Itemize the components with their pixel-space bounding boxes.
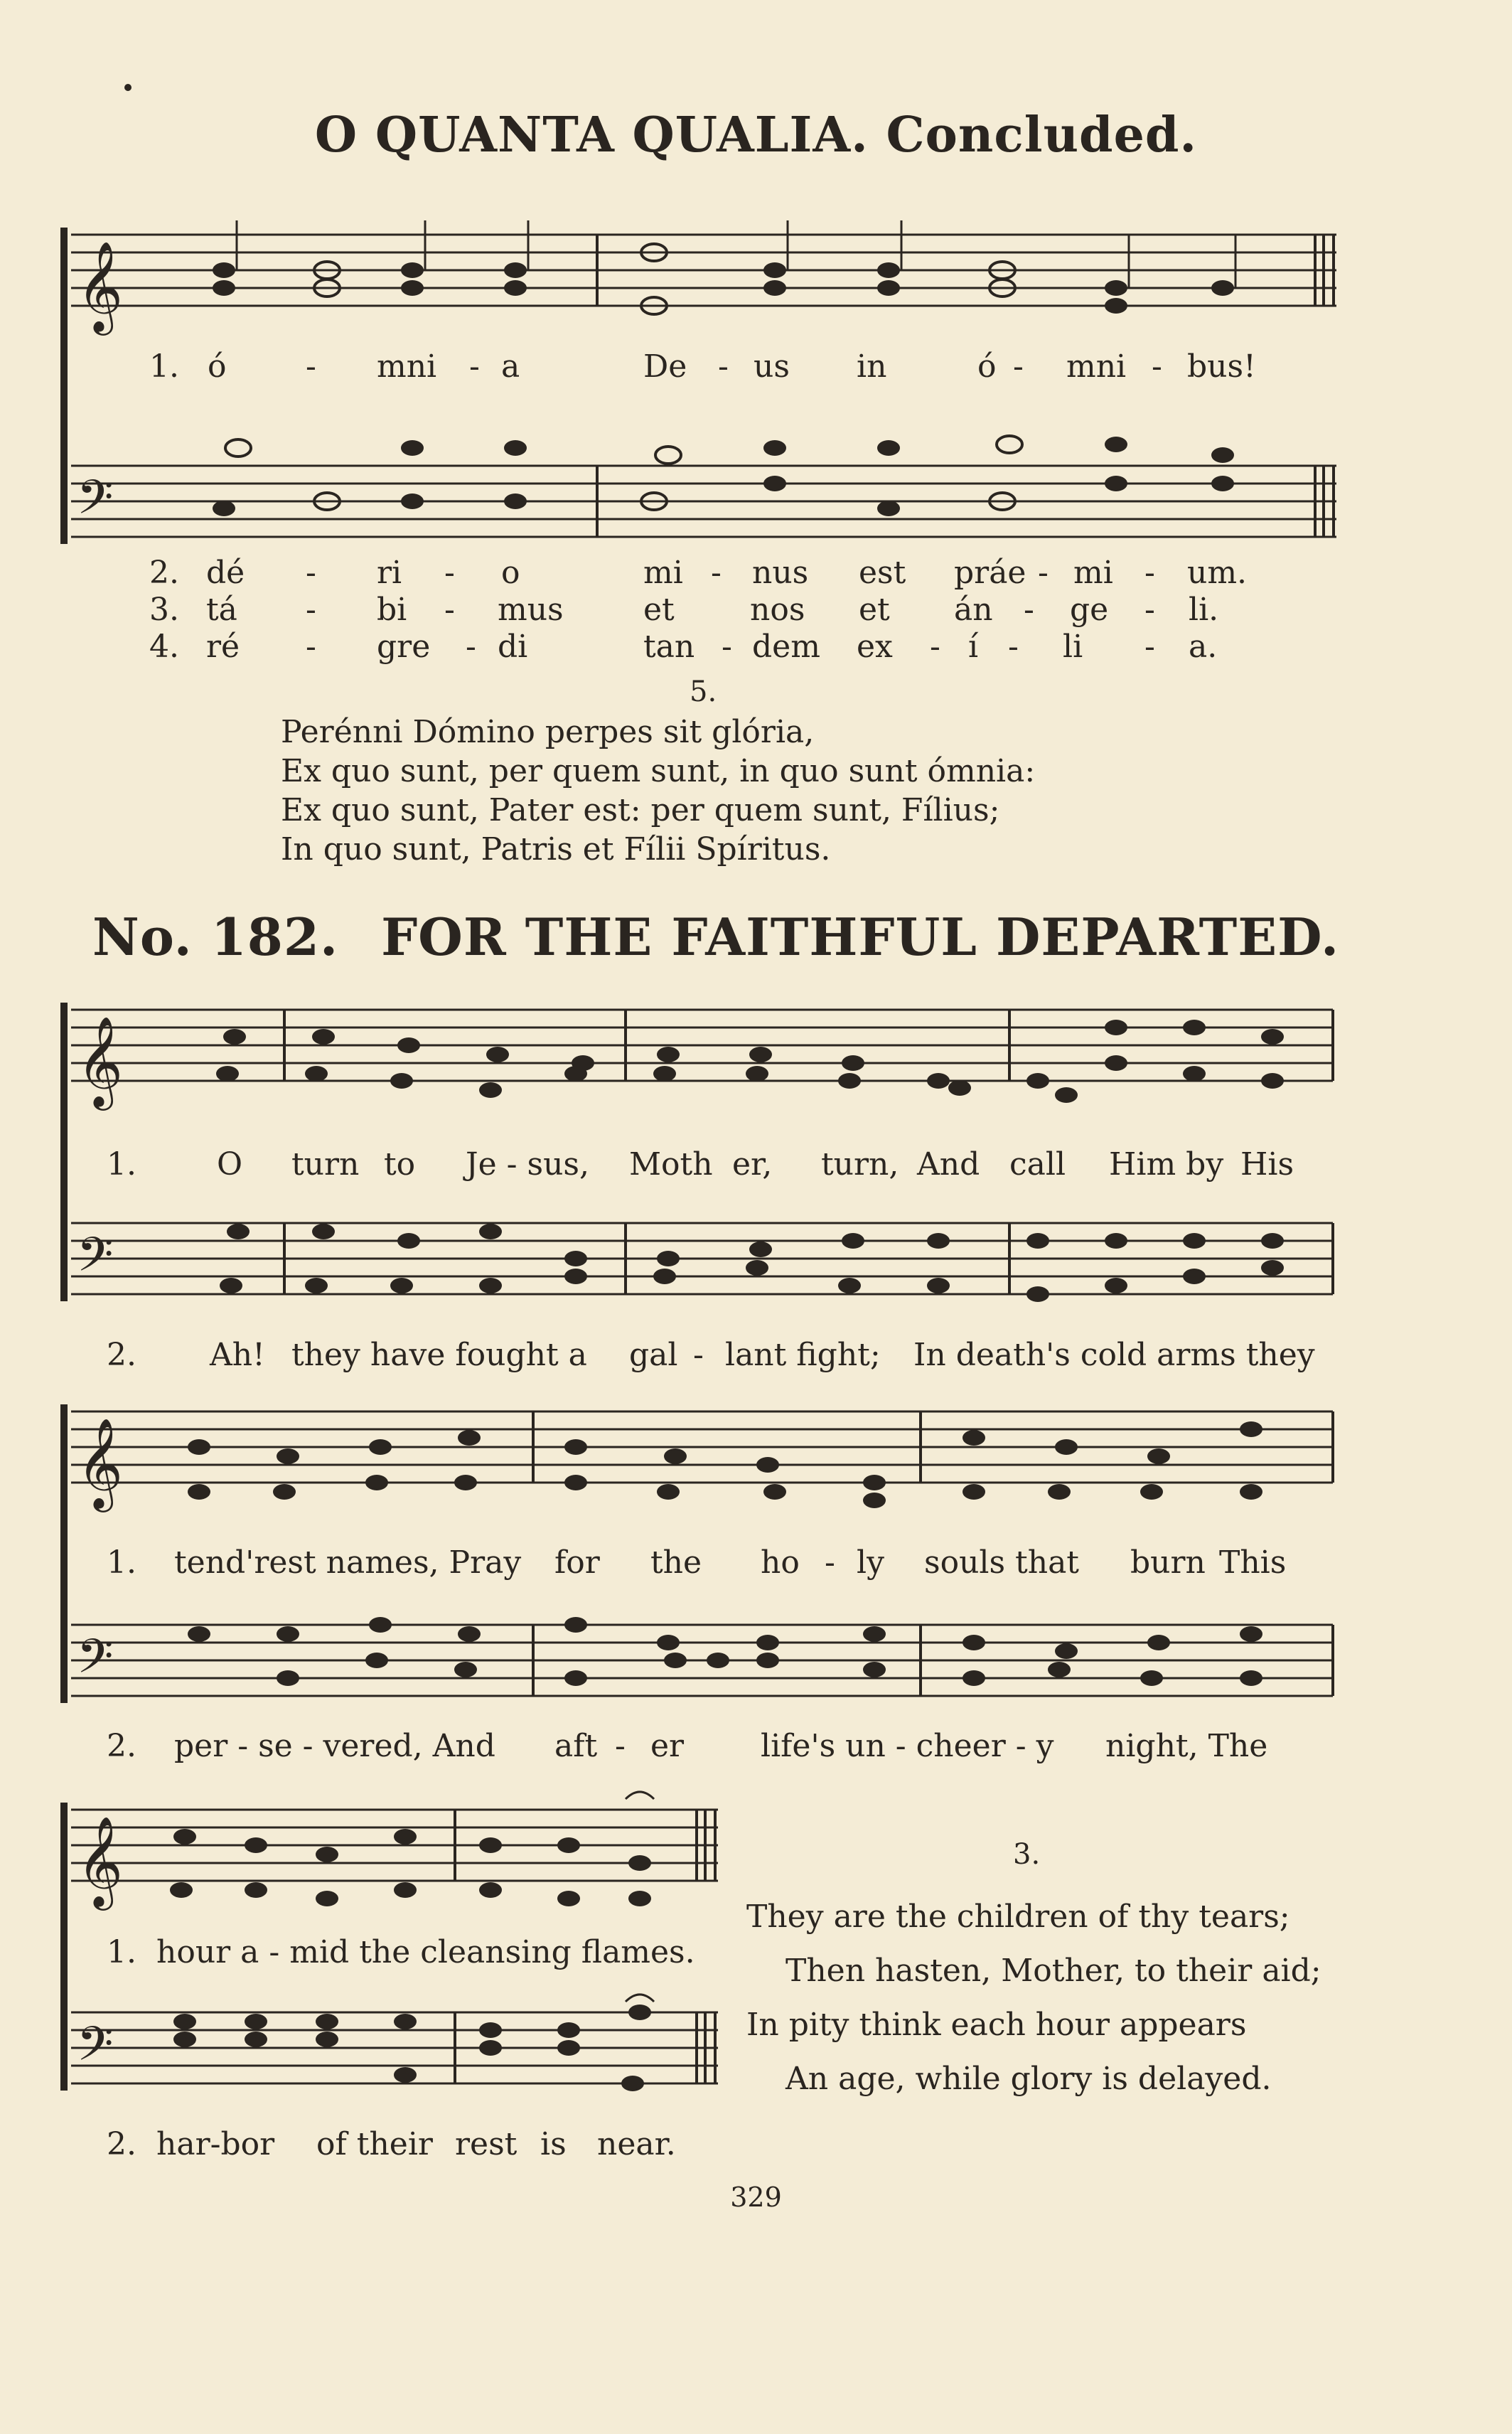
hymn-number: No. 182. [92, 907, 339, 967]
hymn2-system3-treble [71, 1810, 718, 1881]
hymn2-system1-treble [71, 1010, 1333, 1081]
hymn1-bass-staff [71, 466, 1336, 537]
hymn1-stanza5-number: 5. [690, 676, 717, 708]
svg-text:𝄢: 𝄢 [77, 470, 114, 536]
hymnal-page: O QUANTA QUALIA. Concluded. 𝄞 𝄢 𝄞 𝄢 𝄞 𝄢 𝄞 𝄢 1. ó - mni - a De - us in ó - mni - bus! 2. dé - ri - o mi - nus est práe - mi - um. 3. tá - bi - mus et nos et án - ge - li. 4. ré - gre - di tan - dem ex - í - li - a. 5. Perénni Dómino perpes sit glória, Ex quo sunt, per quem sunt, in quo sunt ómnia: Ex quo sunt, Pater est: per quem sunt, Fílius; In quo sunt, Patris et Fílii Spíritus. No. 182. FOR THE FAITHFUL DEPARTED. 1. O turn to Je - sus, Moth er, turn, And call Him by His 2. Ah! they have fought a gal - lant fight; In death's cold arms they 1. tend'rest names, Pray for the ho - ly souls that burn This 2. per - se - vered, And aft - er life's un - cheer - y night, The 1. hour a - mid the cleansing flames. 2. har-bor of their rest is near. 3. They are the children of thy tears; Then hasten, Mother, to their aid; In pity think each hour appears An age, while glory is delayed. 329 [0, 0, 1512, 2434]
svg-text:𝄞: 𝄞 [77, 1015, 124, 1106]
hymn2-system1-bass [71, 1223, 1333, 1294]
svg-text:𝄢: 𝄢 [77, 1227, 114, 1293]
hymn2-system2-treble [71, 1411, 1333, 1483]
hymn2-stanza3: They are the children of thy tears; Then hasten, Mother, to their aid; In pity think each hour appears An age, while glory is delayed. [746, 1899, 1321, 2097]
hymn1-treble-staff [71, 235, 1336, 306]
svg-text:𝄢: 𝄢 [77, 1629, 114, 1695]
hymn2-stanza3-number: 3. [1013, 1838, 1041, 1871]
svg-text:𝄞: 𝄞 [77, 1815, 124, 1906]
hymn1-title: O QUANTA QUALIA. Concluded. [314, 107, 1198, 164]
page-number: 329 [730, 2182, 782, 2213]
svg-text:𝄢: 𝄢 [77, 2017, 114, 2083]
svg-text:𝄞: 𝄞 [77, 1417, 124, 1508]
hymn2-title [92, 907, 1339, 967]
hymn2-title-text: FOR THE FAITHFUL DEPARTED. [381, 907, 1340, 967]
hymn1-bass-notes [213, 436, 1234, 516]
hymn2-system2-bass [71, 1625, 1333, 1696]
hymn1-stanza5: Perénni Dómino perpes sit glória, Ex quo sunt, per quem sunt, in quo sunt ómnia: Ex quo sunt, Pater est: per quem sunt, Fílius; In quo sunt, Patris et Fílii Spíritus. [281, 714, 1036, 868]
svg-text:𝄞: 𝄞 [77, 240, 124, 331]
